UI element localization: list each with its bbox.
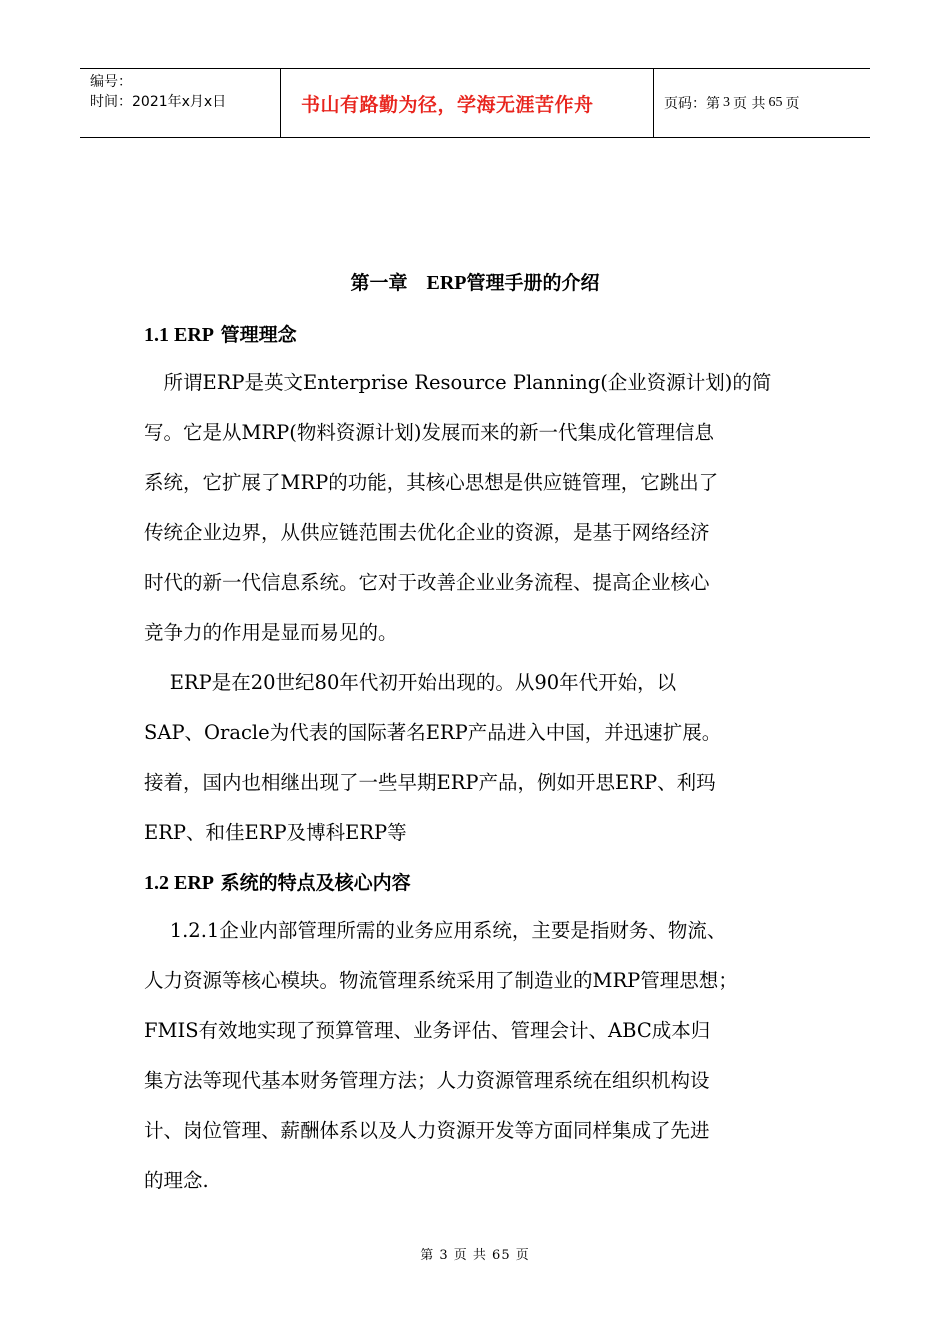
section-1-1-number: 1.1 ERP [144, 324, 214, 346]
paragraph-erp-history [144, 658, 816, 858]
paragraph-line: 写。它是从MRP(物料资源计划)发展而来的新一代集成化管理信息 [144, 421, 714, 444]
paragraph-erp-definition [144, 358, 816, 658]
paragraph-line: 传统企业边界，从供应链范围去优化企业的资源，是基于网络经济 [144, 521, 710, 544]
section-1-2-title: 系统的特点及核心内容 [220, 872, 411, 894]
header-page-number [654, 69, 870, 137]
section-heading-1-1 [144, 320, 297, 347]
chapter-suffix: 管理手册的介绍 [466, 272, 600, 294]
date-label: 时间：2021年x月x日 [90, 94, 227, 110]
header-motto: 书山有路勤为径，学海无涯苦作舟 [281, 69, 654, 137]
page-num: 3 [723, 95, 730, 110]
page-mid: 页 共 [733, 96, 766, 112]
paragraph-line: 系统，它扩展了MRP的功能，其核心思想是供应链管理，它跳出了 [144, 471, 719, 494]
paragraph-erp-modules [144, 906, 816, 1206]
paragraph-line: 时代的新一代信息系统。它对于改善企业业务流程、提高企业核心 [144, 571, 710, 594]
section-1-1-title: 管理理念 [220, 324, 297, 346]
page-suffix: 页 [785, 96, 800, 112]
chapter-prefix: 第一章 [350, 272, 427, 294]
paragraph-line: 集方法等现代基本财务管理方法；人力资源管理系统在组织机构设 [144, 1069, 710, 1092]
chapter-title [0, 268, 950, 295]
header-table [80, 68, 870, 138]
page-total: 65 [768, 95, 783, 110]
paragraph-line: 的理念. [144, 1169, 209, 1192]
paragraph-line: 竞争力的作用是显而易见的。 [144, 621, 398, 644]
paragraph-line: ERP是在20世纪80年代初开始出现的。从90年代开始，以 [144, 671, 677, 694]
paragraph-line: 接着，国内也相继出现了一些早期ERP产品，例如开思ERP、利玛 [144, 771, 716, 794]
section-heading-1-2 [144, 868, 411, 895]
page-footer: 第 3 页 共 65 页 [420, 1248, 530, 1263]
paragraph-line: ERP、和佳ERP及博科ERP等 [144, 821, 407, 844]
code-label: 编号： [90, 74, 132, 90]
paragraph-line: FMIS有效地实现了预算管理、业务评估、管理会计、ABC成本归 [144, 1019, 711, 1042]
paragraph-line: 计、岗位管理、薪酬体系以及人力资源开发等方面同样集成了先进 [144, 1119, 710, 1142]
page-prefix: 页码：第 [664, 96, 720, 112]
paragraph-line: 1.2.1企业内部管理所需的业务应用系统，主要是指财务、物流、 [144, 919, 727, 942]
section-1-2-number: 1.2 ERP [144, 872, 214, 894]
chapter-latin: ERP [426, 272, 467, 294]
paragraph-line: 所谓ERP是英文Enterprise Resource Planning(企业资源计划)的简 [144, 371, 772, 394]
paragraph-line: 人力资源等核心模块。物流管理系统采用了制造业的MRP管理思想； [144, 969, 738, 992]
paragraph-line: SAP、Oracle为代表的国际著名ERP产品进入中国，并迅速扩展。 [144, 721, 722, 744]
header-info-cell [80, 69, 281, 137]
